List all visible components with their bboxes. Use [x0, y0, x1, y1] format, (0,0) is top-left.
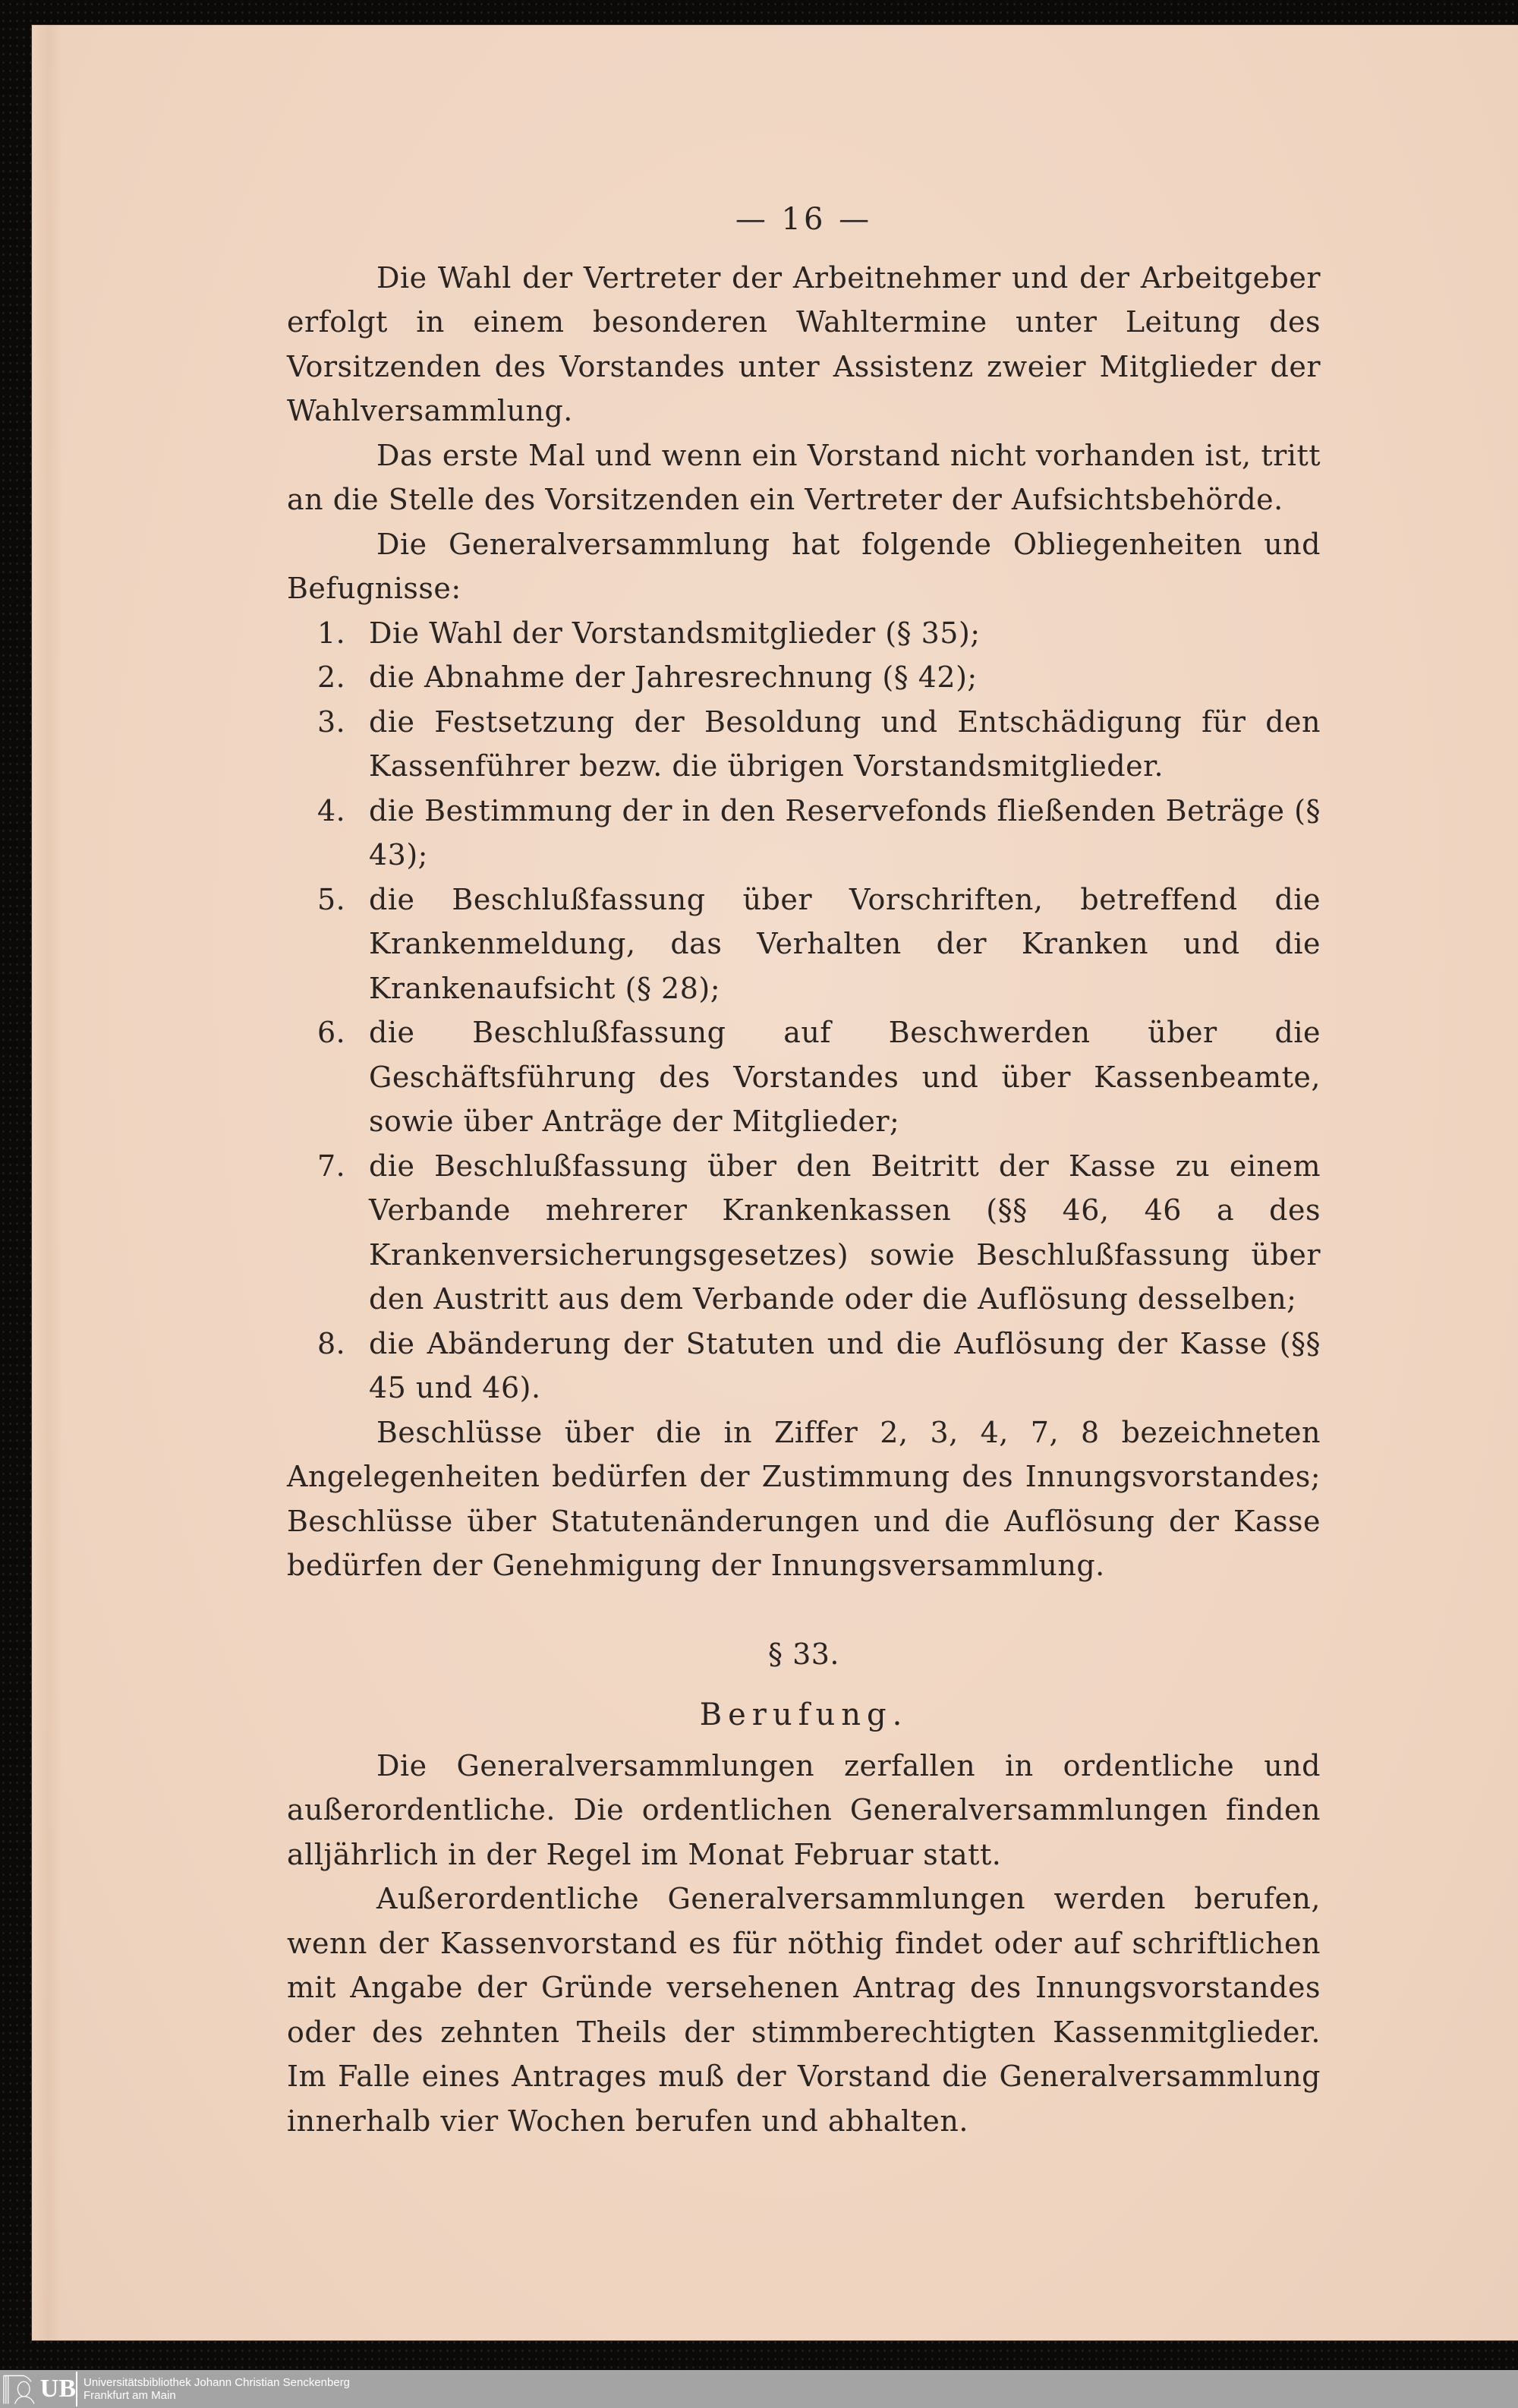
- list-item: [287, 878, 1321, 1011]
- list-item-number: 3.: [317, 704, 346, 739]
- list-item-number: 4.: [317, 793, 346, 827]
- list-item-number: 6.: [317, 1016, 346, 1049]
- list-item-text: die Beschlußfassung über Vorschriften, betreffend die Krankenmeldung, das Verhalten der Kranken und die Krankenaufsicht (§ 28);: [369, 882, 1321, 1005]
- powers-list: [287, 611, 1321, 1410]
- paragraph-meetings: Die Generalversammlungen zerfallen in ordentliche und außerordentliche. Die ordentlichen Generalversammlungen finden alljährlich in der Regel im Monat Februar statt.: [287, 1748, 1321, 1871]
- portrait-bust-icon: [2, 2372, 39, 2406]
- library-footer: [0, 2370, 1518, 2408]
- paragraph-resolutions: Beschlüsse über die in Ziffer 2, 3, 4, 7, 8 bezeichneten Angelegenheiten bedürfen der Zustimmung des Innungsvorstandes; Beschlüsse über Statutenänderungen und die Auflösung der Kasse bedürfen der Genehmigung der Innungsversammlung.: [287, 1415, 1321, 1582]
- list-item-number: 8.: [317, 1326, 346, 1360]
- institution-line-1: Universitätsbibliothek Johann Christian Senckenberg: [83, 2376, 351, 2389]
- paragraph-extraordinary: Außerordentliche Generalversammlungen werden berufen, wenn der Kassenvorstand es für nöthig findet oder auf schriftlichen mit Angabe der Gründe versehenen Antrag des Innungsvorstandes oder des zehnten Theils der stimmberechtigten Kassenmitglieder. Im Falle eines Antrages muß der Vorstand die Generalversammlung innerhalb vier Wochen berufen und abhalten.: [287, 1882, 1321, 2138]
- list-item-text: die Beschlußfassung über den Beitritt der Kasse zu einem Verbande mehrerer Krankenkassen (§§ 46, 46 a des Krankenversicherungsgesetzes) sowie Beschlußfassung über den Austritt aus dem Verbande oder die Auflösung desselben;: [369, 1149, 1321, 1316]
- list-item-number: 5.: [317, 882, 346, 916]
- section-title: Berufung.: [699, 1697, 909, 1732]
- list-item: [287, 611, 1321, 656]
- paragraph-powers-intro: Die Generalversammlung hat folgende Obliegenheiten und Befugnisse:: [287, 527, 1321, 605]
- page-number: — 16 —: [735, 202, 873, 237]
- list-item: [287, 1010, 1321, 1144]
- library-logo: [2, 2372, 77, 2406]
- list-item: [287, 700, 1321, 789]
- institution-line-2: Frankfurt am Main: [83, 2389, 176, 2402]
- list-item-text: die Beschlußfassung auf Beschwerden über die Geschäftsführung des Vorstandes und über Kassenbeamte, sowie über Anträge der Mitglieder;: [369, 1016, 1321, 1138]
- list-item-text: die Abnahme der Jahresrechnung (§ 42);: [369, 660, 978, 694]
- list-item-number: 7.: [317, 1149, 346, 1183]
- list-item-number: 1.: [317, 616, 346, 650]
- list-item-text: die Bestimmung der in den Reservefonds fließenden Beträge (§ 43);: [369, 793, 1321, 871]
- list-item: [287, 789, 1321, 878]
- list-item: [287, 1144, 1321, 1322]
- list-item: [287, 655, 1321, 700]
- paragraph-election: Die Wahl der Vertreter der Arbeitnehmer und der Arbeitgeber erfolgt in einem besonderen Wahltermine unter Leitung des Vorsitzenden des Vorstandes unter Assistenz zweier Mitglieder der Wahlversammlung.: [287, 260, 1321, 427]
- list-item: [287, 1322, 1321, 1410]
- list-item-number: 2.: [317, 660, 346, 694]
- page-text: [287, 197, 1321, 2143]
- paragraph-first-time: Das erste Mal und wenn ein Vorstand nicht vorhanden ist, tritt an die Stelle des Vorsitzenden ein Vertreter der Aufsichtsbehörde.: [287, 438, 1321, 516]
- list-item-text: die Festsetzung der Besoldung und Entschädigung für den Kassenführer bezw. die übrigen Vorstandsmitglieder.: [369, 704, 1321, 783]
- list-item-text: die Abänderung der Statuten und die Auflösung der Kasse (§§ 45 und 46).: [369, 1326, 1321, 1404]
- logo-text: UB: [39, 2375, 76, 2403]
- section-number: § 33.: [767, 1637, 839, 1671]
- institution-name: [83, 2376, 350, 2402]
- list-item-text: Die Wahl der Vorstandsmitglieder (§ 35);: [369, 616, 981, 650]
